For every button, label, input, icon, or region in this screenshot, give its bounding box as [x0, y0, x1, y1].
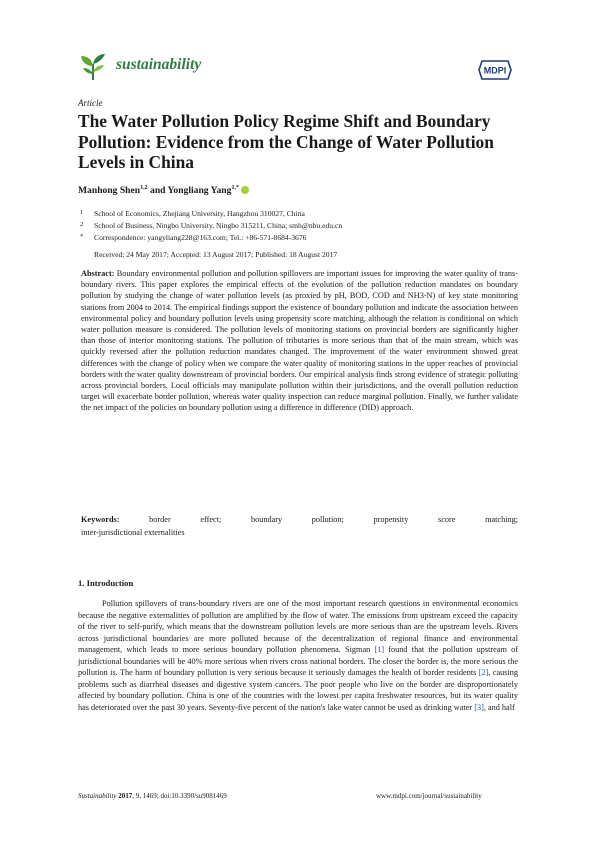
footer-citation: , 9, 1469; doi:10.3390/su9081469 — [132, 792, 227, 800]
keyword-word: score — [438, 515, 456, 524]
author-name[interactable]: Manhong Shen — [78, 185, 141, 197]
keywords — [81, 514, 518, 539]
abstract-text: Boundary environmental pollution and pollution spillovers are important issues for improving the water quality of trans-boundary rivers. This paper explores the empirical effects of the evolution of the pollution reduction mandates on boundary pollution by studying the change of water pollution levels (as proxied by pH, BOD, COD and NH3-N) of key state monitoring stations from 2004 to 2014. The empirical findings support the existence of boundary pollution and indicate the association between environmental policy and boundary pollution levels using propensity score matching, although the relation is conditional on which water pollution measure is considered. The pollution levels of monitoring stations on provincial borders are significantly higher than those of interior monitoring stations. The pollution of tributaries is more serious than that of the main stream, which was quickly reversed after the pollution reduction mandates changed. The improvement of the water environment showed great differences with the change of policy when we compare the water quality of monitoring stations in the upper reaches of provincial borders with the water quality downstream of provincial borders. Our empirical analysis finds strong evidence of strategic polluting across provincial borders. Local officials may manipulate pollution within their jurisdictions, and the overall pollution reduction target will exacerbate border pollution, whereas water quality inspection can reduce marginal pollution. Finally, we further validate the net impact of the policies on boundary pollution using a difference in difference (DID) approach. — [81, 269, 518, 413]
body-text: found that the pollution upstream of jurisdictional boundaries will be 40% more serious when rivers cross national borders. The closer the border is, the more serious the pollution is. The harm of boundary pollution is very serious because it seriously damages the health of border residents — [78, 645, 518, 677]
article-type: Article — [78, 98, 103, 108]
affiliation — [80, 208, 305, 219]
publication-dates: Received: 24 May 2017; Accepted: 13 August 2017; Published: 18 August 2017 — [94, 250, 338, 259]
keywords-line: inter-jurisdictional externalities — [81, 527, 185, 537]
author-superscript: 1,* — [231, 185, 239, 191]
keyword-word: border — [149, 515, 171, 524]
citation-link[interactable]: [3] — [474, 702, 484, 712]
affiliation-mark: * — [80, 233, 84, 240]
footer-journal: Sustainability — [78, 792, 117, 800]
correspondence-text: Correspondence: yangyliang228@163.com; Tel.: +86-571-8684-3676 — [94, 233, 307, 242]
author-list — [78, 185, 249, 196]
citation-link[interactable]: [1] — [374, 645, 385, 654]
citation-link[interactable]: [2] — [478, 668, 489, 677]
keyword-word: boundary — [250, 515, 283, 524]
abstract — [81, 268, 518, 414]
citation-footer — [78, 792, 227, 800]
journal-url[interactable]: www.mdpi.com/journal/sustainability — [376, 792, 482, 800]
mdpi-logo-text: MDPI — [483, 65, 507, 76]
author-name[interactable]: Yongliang Yang — [167, 185, 232, 197]
abstract-label: Abstract: — [81, 269, 115, 278]
affiliation-text: School of Business, Ningbo University, Ningbo 315211, China; smh@nbu.edu.cn — [94, 221, 343, 230]
leaf-sprout-icon — [78, 52, 108, 82]
body-paragraph — [78, 598, 518, 713]
section-heading: 1. Introduction — [78, 578, 134, 588]
article-title: The Water Pollution Policy Regime Shift and Boundary Pollution: Evidence from the Change of Water Pollution Levels in China — [78, 111, 494, 172]
author-superscript: 1,2 — [140, 185, 148, 191]
affiliation — [80, 220, 342, 231]
correspondence — [80, 232, 306, 243]
journal-name[interactable]: sustainability — [116, 56, 202, 73]
affiliation-mark: 2 — [80, 221, 84, 228]
body-text: Pollution spillovers of trans-boundary rivers are one of the most important research questions in environmental economics because the negative externalities of pollution are amplified by the flow of water. The emissions from upstream exceed the capacity of the river to self-purify, which means that the downstream pollution levels are more serious than are the upstream levels. Rivers across jurisdictional boundaries are more polluted because of the decentralization of regional finance and environmental management, which leads to more serious boundary pollution phenomena. Sigman — [78, 599, 518, 654]
keyword-word: matching; — [485, 515, 519, 524]
affiliation-mark: 1 — [80, 209, 84, 216]
keywords-label: Keywords: — [81, 515, 120, 524]
keyword-word: pollution; — [311, 515, 344, 524]
mdpi-logo[interactable] — [478, 60, 512, 80]
footer-year: 2017 — [118, 792, 133, 800]
keywords-line — [81, 514, 518, 527]
orcid-icon[interactable] — [241, 186, 249, 194]
affiliation-text: School of Economics, Zhejiang University, Hangzhou 310027, China — [94, 209, 305, 218]
keyword-word: effect; — [200, 515, 222, 524]
body-text: , causing problems such as diarrheal diseases and digestive system cancers. The poor people who live on the border are disproportionately affected by boundary pollution. China is one of the countries with the lowest per capita freshwater resources, but its water quality has deteriorated over the past 30 years. Seventy-five percent of the nation's lake water cannot be used as drinking water — [78, 668, 518, 712]
author-conjunction: and — [150, 185, 166, 197]
keyword-word: propensity — [373, 515, 409, 524]
body-text: , and half — [483, 702, 515, 712]
